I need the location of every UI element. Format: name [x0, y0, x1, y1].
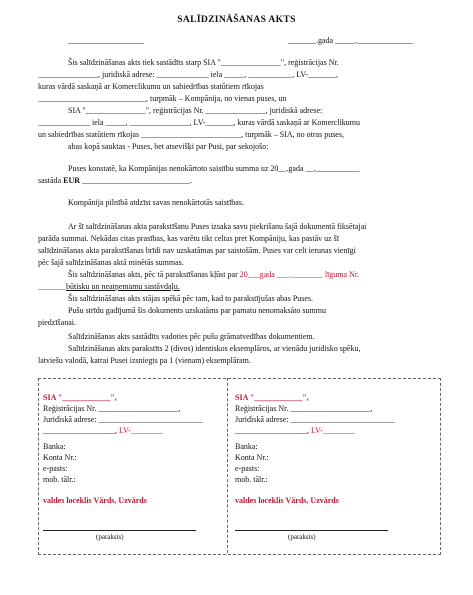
consent-line-4: pēc šajā salīdzināšanas aktā minētās summas.: [38, 258, 184, 267]
party-right-signature-caption: (paraksts): [288, 533, 316, 541]
party-right-phone: mob. tālr.:: [235, 475, 268, 484]
party-left-email: e-pasts:: [43, 464, 68, 473]
party-right-bank: Banka:: [235, 442, 258, 451]
dispute-line-2: piedzīšanai.: [38, 318, 76, 327]
party-left-company: SIA "____________",: [43, 393, 117, 402]
intro-line-4: ___________________________, turpmāk – Kompānija, no vienas puses, un: [38, 94, 287, 103]
party-left-signature-caption: (paraksts): [96, 533, 124, 541]
party-left-phone: mob. tālr.:: [43, 475, 76, 484]
intro-line-6: _____________ iela _____, _______________, LV-_______, kuras vārdā saskaņā ar Komerclikumu: [38, 118, 361, 127]
party-right-city: __________________, LV-________: [235, 426, 355, 435]
contract-line-2: _______būtisku un neatņemamu sastāvdaļu.: [38, 282, 180, 291]
date-blank: _______.gada _____.______________: [288, 36, 414, 45]
consent-line-3: salīdzināšanas akta parakstīšanas brīdi nav uzskatāmas par saistošām. Puses var celt ierunas vienīgi: [38, 246, 356, 255]
accounting-text: Salīdzināšanas akts sastādīts vadoties pēc pušu grāmatvedības dokumentiem.: [68, 332, 315, 341]
intro-line-3: kuras vārdā saskaņā ar Komerclikumu un sabiedrības statūtiem rīkojas: [38, 82, 264, 91]
party-right-signer: valdes loceklis Vārds, Uzvārds: [235, 496, 339, 505]
copies-line-2: latviešu valodā, katrai Pusei izsniegts pa 1 (vienam) eksemplāram.: [38, 356, 251, 365]
document-title: SALĪDZINĀŠANAS AKTS: [177, 14, 296, 25]
party-left-signer: valdes loceklis Vārds, Uzvārds: [43, 496, 147, 505]
copies-line-1: Salīdzināšanas akts parakstīts 2 (divos) identiskos eksemplāros, ar vienādu juridisko spēku,: [68, 344, 361, 353]
party-right-company: SIA "____________",: [235, 393, 309, 402]
contract-line-1: Šis salīdzināšanas akts, pēc tā parakstīšanas kļūst par 20___gada ___.________ līguma Nr.: [68, 270, 360, 279]
party-left-city: __________________, LV-________: [43, 426, 163, 435]
party-right-address: Juridiskā adrese: __________________________: [235, 415, 395, 424]
party-right-reg: Reģistrācijas Nr. ____________________,: [235, 404, 373, 413]
balance-line-2: sastāda EUR ___________________________.: [38, 176, 192, 185]
party-left: [43, 392, 203, 506]
party-left-address: Juridiskā adrese: __________________________: [43, 415, 203, 424]
intro-line-5: SIA "_______________", reģistrācijas Nr. _______________, juridiskā adrese:: [68, 106, 323, 115]
consent-line-1: Ar šī salīdzināšanas akta parakstīšanu Puses izsaka savu piekrišanu šajā dokumentā fiksētajai: [68, 222, 367, 231]
dispute-line-1: Pušu strīdu gadījumā šis dokuments uzskatāms par pamatu nenomaksāto summu: [68, 306, 326, 315]
party-left-bank: Banka:: [43, 442, 66, 451]
balance-line-1: Puses konstatē, ka Kompānijas nenokārtoto saistību summa uz 20__.gada __.___________: [68, 164, 360, 173]
party-right: [235, 392, 395, 506]
party-left-signature-line: [43, 530, 196, 531]
intro-line-2: _______________, juridiskā adrese: _____________ iela _____, ___________, LV-_______,: [38, 70, 339, 79]
party-left-account: Konta Nr.:: [43, 453, 77, 462]
party-right-email: e-pasts:: [235, 464, 260, 473]
party-right-account: Konta Nr.:: [235, 453, 269, 462]
effective-text: Šis salīdzināšanas akts stājas spēkā pēc tam, kad to parakstījušas abas Puses.: [68, 294, 314, 303]
party-right-signature-line: [235, 530, 388, 531]
party-left-reg: Reģistrācijas Nr. ____________________,: [43, 404, 181, 413]
intro-line-7: un sabiedrības statūtiem rīkojas _________________________, turpmāk – SIA, no otras puses,: [38, 130, 344, 139]
consent-line-2: parāda summai. Nekādas citas prasības, kas varētu tikt celtas pret Kompāniju, kas pastāv uz šī: [38, 234, 340, 243]
acknowledgement-text: Kompānija pilnībā atdzīst savas nenokārtotās saistības.: [68, 198, 244, 207]
place-blank: ___________________: [68, 36, 144, 45]
intro-line-8: abas kopā sauktas - Puses, bet atsevišķi par Pusi, par sekojošo:: [68, 142, 269, 151]
intro-line-1: Šis salīdzināšanas akts tiek sastādīts starp SIA "_______________", reģistrācijas Nr.: [68, 58, 339, 67]
signature-divider: [227, 378, 228, 553]
